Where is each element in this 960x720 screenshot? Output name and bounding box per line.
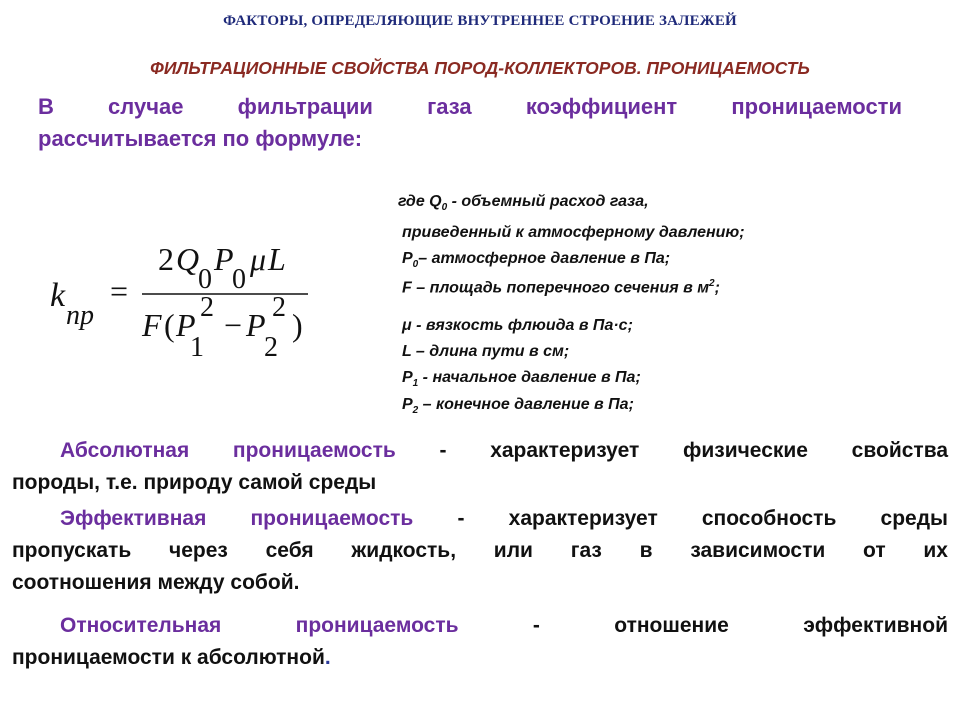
definition-relative-text: - отношение эффективной: [458, 614, 948, 637]
legend-p1-desc: - начальное давление в Па;: [418, 369, 641, 386]
legend-mu-end: с;: [618, 317, 633, 334]
legend-p1-sub: 1: [412, 378, 419, 390]
intro-line-2: рассчитывается по формуле:: [38, 126, 363, 151]
definition-effective: [12, 503, 948, 599]
legend-p0-sub: 0: [412, 259, 419, 271]
legend-p0-desc: – атмосферное давление в Па;: [418, 250, 671, 267]
section-subtitle: ФИЛЬТРАЦИОННЫЕ СВОЙСТВА ПОРОД-КОЛЛЕКТОРОВ. ПРОНИЦАЕМОСТЬ: [150, 58, 810, 78]
definition-absolute-line-2: породы, т.е. природу самой среды: [12, 471, 377, 494]
legend-f-desc: F – площадь поперечного сечения в м: [402, 279, 710, 297]
formula-den-P2-sub: 2: [264, 332, 278, 363]
legend-line-q0: [398, 193, 649, 213]
page-title: ФАКТОРЫ, ОПРЕДЕЛЯЮЩИЕ ВНУТРЕННЕЕ СТРОЕНИЕ ЗАЛЕЖЕЙ: [223, 13, 737, 29]
definition-relative-period: .: [324, 646, 331, 669]
formula-den-P1-sup: 2: [200, 292, 214, 323]
permeability-formula: [40, 232, 340, 372]
formula-num-P-sub: 0: [232, 264, 246, 295]
legend-p2-desc: – конечное давление в Па;: [418, 396, 634, 413]
formula-equals: =: [110, 273, 129, 309]
definition-absolute-text: - характеризует физические свойства: [395, 439, 949, 462]
formula-den-P2: P: [246, 307, 266, 343]
definition-relative: [12, 610, 948, 674]
term-relative: Относительная проницаемость: [60, 614, 459, 637]
legend-line-mu: [402, 317, 633, 335]
formula-den-P2-sup: 2: [272, 292, 286, 323]
term-absolute: Абсолютная проницаемость: [60, 439, 396, 462]
legend-line-p0: [402, 250, 670, 270]
legend-line-q0-cont: [402, 224, 745, 242]
formula-den-F: F: [142, 307, 162, 343]
legend-line-p1: [402, 369, 641, 389]
formula-num-Q-sub: 0: [198, 264, 212, 295]
definition-relative-line-1: [12, 610, 948, 642]
legend-mu-desc: - вязкость флюида в Па: [411, 317, 614, 334]
legend-p2: P: [402, 396, 413, 413]
legend-where: где Q: [398, 193, 442, 210]
formula-num-mu: μ: [250, 241, 267, 277]
legend-p2-sub: 2: [412, 405, 419, 417]
legend-f-end: ;: [714, 279, 720, 297]
formula-num-L: L: [268, 241, 286, 277]
definition-relative-line-2-text: проницаемости к абсолютной: [12, 646, 325, 669]
formula-den-lparen: (: [164, 307, 175, 343]
legend-mu-dot: ·: [613, 317, 619, 334]
legend-mu: μ: [402, 317, 412, 334]
formula-k: k: [50, 277, 66, 314]
formula-svg: [40, 232, 340, 372]
legend-p1: P: [402, 369, 413, 386]
legend-line-l: [402, 343, 569, 361]
definition-effective-line-2: пропускать через себя жидкость, или газ в зависимости от их: [12, 539, 948, 562]
formula-num-2: 2: [158, 241, 174, 277]
legend-line-p2: [402, 396, 634, 416]
formula-den-P1-sub: 1: [190, 332, 204, 363]
formula-k-sub: пр: [66, 300, 94, 331]
definition-effective-line-3: соотношения между собой.: [12, 571, 300, 594]
formula-num-Q: Q: [176, 241, 200, 277]
legend-q-desc: - объемный расход газа,: [447, 193, 649, 210]
intro-line-1: В случае фильтрации газа коэффициент проницаемости: [38, 94, 902, 119]
definition-absolute: [12, 435, 948, 499]
definition-relative-line-2: [12, 642, 948, 674]
definition-absolute-line-1: [12, 435, 948, 467]
formula-den-P1: P: [176, 307, 196, 343]
definition-effective-text: - характеризует способность среды: [413, 507, 948, 530]
intro-text: [38, 91, 902, 155]
definition-effective-line-1: [12, 503, 948, 535]
formula-num-P: P: [214, 241, 234, 277]
formula-den-rparen: ): [292, 307, 303, 343]
formula-den-minus: −: [224, 307, 243, 343]
term-effective: Эффективная проницаемость: [60, 507, 414, 530]
legend-q-sub: 0: [441, 202, 448, 214]
legend-line-f: [402, 278, 720, 297]
legend-l-desc: L – длина пути в см;: [402, 343, 570, 360]
legend-f-sup: 2: [709, 278, 715, 289]
legend-p0: P: [402, 250, 413, 267]
legend-q-desc-cont: приведенный к атмосферному давлению;: [402, 224, 745, 241]
